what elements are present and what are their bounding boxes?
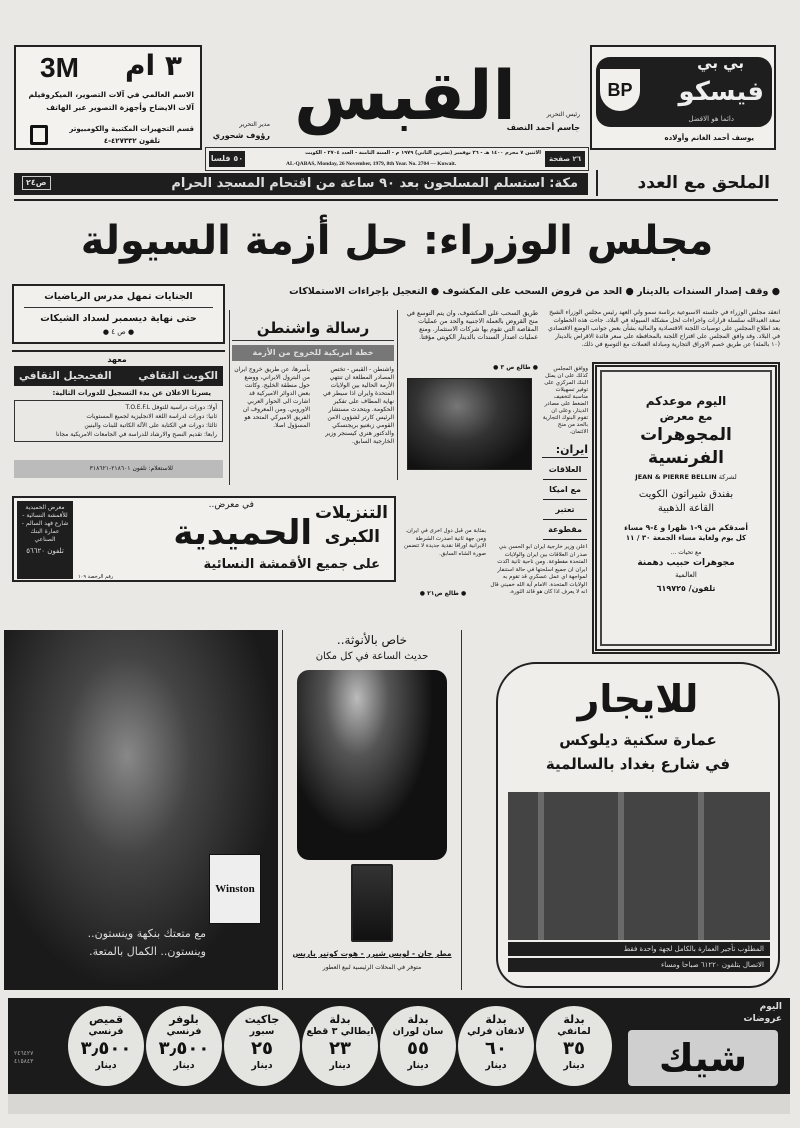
rent-footer-2: الاتصال بتلفون ٦١٢٢٠ صباحا ومساء — [508, 958, 770, 972]
page-bottom-margin — [8, 1094, 790, 1114]
bp-title1: بي بي — [697, 54, 744, 72]
winston-pack — [209, 854, 261, 924]
manager-name: رؤوف شحوري — [212, 131, 270, 140]
winston-caption-2: وينستون.. الكمال بالمتعة. — [89, 945, 206, 958]
jewelry-company-label: لشركة — [718, 473, 737, 481]
institute-intro: يسرنا الاعلان عن بدء التسجيل للدورات التالية: — [52, 389, 211, 397]
rent-building-photo — [508, 792, 770, 940]
price-circle — [68, 1006, 144, 1086]
jewelry-hotel: بفندق شيراتون الكويت — [638, 489, 734, 500]
rent-title: للايجار — [577, 677, 699, 721]
crime-line1: الجنايات تمهل مدرس الرياضيات — [44, 291, 193, 302]
lead-more[interactable]: ● طالع ص ٣ ● — [493, 364, 538, 371]
supplement-label: الملحق مع العدد — [596, 170, 776, 196]
chic-ad-band — [8, 998, 790, 1094]
jewelry-sponsor: مجوهرات حبيب دهمنة — [637, 558, 735, 568]
item-brand: فرنسي — [88, 1026, 124, 1037]
item-brand: ايطالي ٣ قطع — [306, 1026, 374, 1037]
iran-photo — [407, 378, 532, 470]
supplement-page: ص٢٤ — [22, 176, 51, 190]
price-circle — [380, 1006, 456, 1086]
item-name: قميص — [88, 1013, 124, 1026]
perfume-brand: مطر جان - لويس شيرر - هوت كوتير باريس — [292, 949, 452, 958]
price-circle — [224, 1006, 300, 1086]
hamidiya-title1: التنزيلات — [314, 503, 388, 523]
winston-caption-1: مع متعتك بنكهة وينستون.. — [87, 927, 206, 940]
editor-label: رئيس التحرير — [546, 111, 580, 118]
washington-article[interactable] — [232, 318, 394, 483]
item-brand: فرنسي — [166, 1026, 202, 1037]
iran-word: مقطوعة — [543, 520, 587, 540]
3m-line2: آلات الايضاح وأجهزة التصوير عبر الهاتف — [46, 103, 194, 112]
perfume-headline-1: خاص بالأنوثة.. — [336, 633, 408, 647]
date-strip — [205, 147, 589, 171]
hamidiya-ref: رقم الرخصة ١٠٩ — [78, 574, 114, 580]
rent-line2: في شارع بغداد بالسالمية — [545, 755, 731, 773]
institute-item: ثالثا: دورات في الكتابة على الآلة الكاتبة للبنات والبنين — [84, 422, 217, 429]
crime-line2: حتى نهاية ديسمبر لسداد الشيكات — [40, 313, 197, 324]
3m-brand: 3M — [40, 52, 79, 83]
bp-slogan: دائما هو الافضل — [688, 115, 734, 123]
winston-ad — [4, 630, 278, 990]
washington-col2: بأسرها، عن طريق خروج ايران من البترول الايراني، ووضع حول منطقة الخليج. وكانت بعض الدوائر الاميركية قد اشارت الى الحوار العربي الاوروبي. ومن المعروف ان الفريق الاميركي المتحد هو المسؤول اصلا. — [234, 366, 310, 429]
jewelry-ad — [592, 362, 780, 654]
item-name: جاكيت — [244, 1013, 280, 1026]
bp-logo: BP — [600, 69, 640, 111]
item-price: ٦٠ — [485, 1038, 507, 1059]
item-name: بدلة — [563, 1013, 585, 1026]
iran-word: مع اميكا — [543, 480, 587, 500]
hamidiya-name: الحميدية — [173, 513, 312, 553]
date-arabic: الاثنين ٧ محرم ١٤٠٠ هـ - ٢٦ نوفمبر (تشرين الثاني) ١٩٧٩ م - السنة الثامنة - العدد ٢٧٠٤ - الكويت — [305, 150, 541, 156]
item-unit: دينار — [563, 1060, 585, 1071]
chic-logo: شيك — [628, 1030, 778, 1086]
item-name: بدلة — [329, 1013, 351, 1026]
chic-phone: ٤١٥٨٤٣ — [14, 1058, 34, 1065]
institute-item: رابعا: تقديم النصح والارشاد للدراسة في الجامعات الامريكية مجانا — [55, 431, 217, 438]
item-unit: دينار — [173, 1060, 195, 1071]
3m-title: ٣ ام — [125, 49, 182, 82]
institute-banner — [14, 366, 223, 386]
lead-column-3: ووافق المجلس كذلك على ان يمثل البنك المركزي على توفير تسهيلات مناسبة لتخفيف الضغط على مصادر الدينار، وعلى ان تقوم البنوك التجارية بالحد من منح الائتمان. — [542, 366, 588, 435]
price-circle — [302, 1006, 378, 1086]
jewelry-line4: الفرنسية — [648, 448, 724, 468]
hamidiya-at: في معرض.. — [208, 500, 254, 510]
main-headline: مجلس الوزراء: حل أزمة السيولة — [80, 218, 714, 264]
subhead-2: ● الحد من قروض السحب على المكشوف — [442, 286, 634, 297]
ad-3m — [14, 45, 202, 150]
jewelry-line1: اليوم موعدكم — [645, 394, 727, 408]
supplement-banner[interactable] — [14, 173, 588, 195]
crime-page-ref: ● ص ٤ ● — [102, 328, 135, 336]
item-brand: لمانفي — [557, 1026, 591, 1037]
bp-dealer: يوسف أحمد الغانم وأولاده — [664, 134, 754, 142]
perfume-model-photo — [297, 670, 447, 860]
iran-text-2: بمثابة من قبل دول اخرى في ايران. ومن جهة ثانية اصدرت الشرطة الايرانية اوراقا نقدية جديدة لا تتضمن صورة الشاه السابق. — [403, 528, 486, 557]
item-price: ٢٣ — [329, 1038, 351, 1059]
editor-name: جاسم أحمد النصف — [506, 123, 580, 132]
washington-title: رسالة واشنطن — [232, 318, 394, 341]
iran-more[interactable]: ● طالع ص٢١ ● — [419, 590, 467, 597]
item-name: بدلة — [485, 1013, 507, 1026]
item-price: ٥٥ — [407, 1038, 429, 1059]
manager-label: مدير التحرير — [239, 121, 270, 128]
lead-column-2: طريق السحب على المكشوف، وان يتم التوسع في منح القروض بالعملة الاجنبية والحد من عمليات المقاصة التي تقوم بها شركات الاستثمار. ومنع عمليات اصدار السندات بالدينار الكويتي مؤقتا. — [406, 310, 538, 341]
supplement-text: مكة: استسلم المسلحون بعد ٩٠ ساعة من اقتحام المسجد الحرام — [171, 176, 578, 191]
rent-line1: عمارة سكنية ديلوكس — [559, 731, 717, 749]
perfume-availability: متوفر في المحلات الرئيسية لبيع العطور — [322, 964, 422, 971]
item-unit: دينار — [407, 1060, 429, 1071]
institute-item: ثانيا: دورات لدراسة اللغة الانجليزية لجميع المستويات — [86, 413, 217, 420]
chic-today: اليوم — [759, 1002, 782, 1012]
item-price: ٣٥ — [563, 1038, 585, 1059]
rent-ad — [496, 662, 780, 988]
subhead-1: ● وقف إصدار السندات بالدينار — [637, 286, 780, 297]
item-brand: لانفان فرلي — [467, 1026, 525, 1037]
jewelry-greet: مع تحيات ... — [670, 549, 702, 556]
institute-list — [14, 400, 223, 442]
hamidiya-address: معرض الحميدية للأقمشة النسائية - شارع فهد السالم - عمارة البنك الصناعي — [21, 504, 69, 543]
perfume-bottle — [351, 864, 393, 942]
iran-word: العلاقات — [543, 460, 587, 480]
3m-line1: الاسم العالمي في آلات التصوير، الميكروفيلم — [28, 90, 194, 99]
iran-label: ايران: — [542, 442, 588, 458]
3m-dept-logo-icon — [30, 125, 48, 145]
institute-label: معهد — [107, 355, 127, 364]
institute-ad — [12, 354, 225, 482]
item-brand: سان لوران — [392, 1026, 444, 1037]
subhead-3: ● التعجيل بإجراءات الاستملاكات — [289, 286, 440, 297]
3m-phone: تلفون ٤٢٧٣٣٢-٤ — [103, 137, 160, 145]
institute-footer: للاستعلام: تلفون ٢١٨٦٠١-٣١٨٦٢١ — [14, 460, 223, 478]
jewelry-sponsor2: العالمية — [675, 571, 697, 579]
item-price: ٣٫٥٠٠ — [158, 1038, 210, 1059]
newspaper-logo: القبس — [294, 57, 516, 136]
pages-badge: ٢٦ صفحة — [545, 151, 585, 167]
hamidiya-phone: تلفون ٥٦٦٢٠ — [26, 547, 64, 555]
item-unit: دينار — [251, 1060, 273, 1071]
bp-title2: فيسكو — [678, 77, 764, 107]
price-circle — [458, 1006, 534, 1086]
crime-news-box[interactable] — [12, 284, 225, 344]
price-badge: ٥٠ فلسا — [209, 151, 245, 167]
institute-item: أولا: دورات دراسية للتوفل T.O.E.F.L — [125, 404, 217, 411]
jewelry-company: JEAN & PIERRE BELLIN — [635, 473, 717, 481]
hamidiya-side — [17, 501, 73, 579]
jewelry-until: كل يوم ولغاية مساء الجمعة ٣٠ / ١١ — [625, 534, 747, 542]
hamidiya-title2: الكبرى — [324, 527, 380, 547]
iran-text-1: اعلن وزير خارجية ايران ابو الحسن بني صدر ان العلاقات بين ايران والولايات المتحدة مقطوعة. ومن ناحية ثانية اكدت ايران ان جميع اسلحتها في حالة استنفار لمواجهة اي عمل عسكري قد تقوم به الولايات المتحدة. الامام آية الله خميني قال انه لا يعرف اذا كان هو قائد الثورة. — [490, 544, 587, 595]
ad-bp — [590, 45, 776, 150]
item-brand: سبور — [249, 1026, 275, 1037]
winston-brand: Winston — [215, 883, 255, 895]
item-price: ٢٥ — [251, 1038, 273, 1059]
chic-phones — [14, 1050, 33, 1066]
hamidiya-sub: على جميع الأقمشة النسائية — [203, 557, 380, 572]
iran-word: تعتبر — [543, 500, 587, 520]
price-circle — [146, 1006, 222, 1086]
item-unit: دينار — [329, 1060, 351, 1071]
item-unit: دينار — [485, 1060, 507, 1071]
washington-subtitle: خطة امريكية للخروج من الأزمة — [232, 345, 394, 361]
jewelry-line2: مع معرض — [659, 410, 713, 423]
institute-name-2: الفحيحيل الثقافي — [19, 370, 112, 382]
date-english: AL-QABAS, Monday, 26 November, 1979, 8th Year. No. 2704 — Kuwait. — [286, 161, 457, 167]
hamidiya-ad — [12, 496, 396, 582]
lead-text: انعقد مجلس الوزراء في جلسته الاسبوعية برئاسة سمو ولي العهد رئيس مجلس الوزراء الشيخ سعد العبدالله سلسلة قرارات واجراءات لحل مشكلة السيولة في البلاد. جاءت هذه الخطوات بعد اطلاع المجلس على توصيات اللجنة الاقتصادية والمالية بشأن بعض جوانب الوضع الاقتصادي في البلاد. وقد وافق المجلس على اقتراح اللجنة بالمحافظة على سعر فائدة الاقراض بالدينار (١٠ بالمئة) عن طريق خصم الاوراق التجارية ومبادلة العملات مع التوسع في ذلك. — [548, 309, 780, 348]
perfume-ad — [282, 630, 462, 990]
washington-col1: واشنطن - القبس - تختص المصادر المطلعة ان تنتهي الأزمة الحالية بين الولايات المتحدة وايران اذا سيطر في نهاية المطاف على تفكير الحكومة. ويتحدث مستشار الرئيس كارتر لشؤون الامن القومي زبغنيو بريجنسكي والدكتور هنري كيسنجر وزير الخارجية السابق. — [322, 366, 394, 445]
item-price: ٣٫٥٠٠ — [80, 1038, 132, 1059]
perfume-headline-2: حديث الساعة في كل مكان — [315, 651, 429, 662]
jewelry-hall: القاعة الذهبية — [657, 503, 715, 514]
price-circle — [536, 1006, 612, 1086]
3m-dept: قسم التجهيزات المكتبية والكومبيوتر — [69, 125, 194, 133]
item-name: بدلة — [407, 1013, 429, 1026]
chic-phone: ٢٤٦٤٢٧ — [14, 1050, 34, 1057]
iran-callout — [543, 460, 587, 540]
subheadlines — [234, 286, 780, 298]
chic-offers: عروضات — [743, 1014, 782, 1024]
item-name: بلوفر — [169, 1013, 199, 1026]
rent-footer-1: المطلوب تأجير العمارة بالكامل لجهة واحدة فقط — [508, 942, 770, 956]
institute-name-1: الكويت الثقافي — [138, 370, 218, 382]
jewelry-hours: أصدقكم من ٩-١ ظهرا و ٤-٩ مساء — [624, 523, 748, 532]
jewelry-line3: المجوهرات — [640, 425, 732, 445]
jewelry-phone: تلفون/ ٦١٩٧٢٥ — [656, 584, 716, 593]
item-unit: دينار — [95, 1060, 117, 1071]
